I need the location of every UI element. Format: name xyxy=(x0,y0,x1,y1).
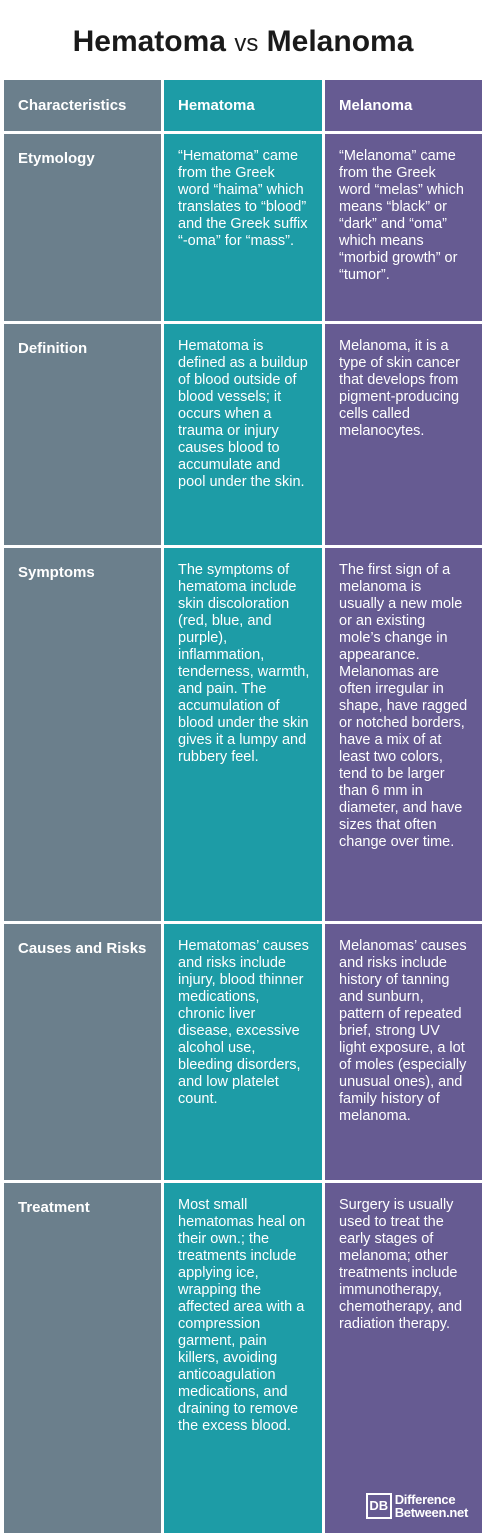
melanoma-definition: Melanoma, it is a type of skin cancer that develops from pigment-producing cells called melanocytes. xyxy=(325,324,482,545)
melanoma-causes-and-risks: Melanomas’ causes and risks include history of tanning and sunburn, pattern of repeated brief, strong UV light exposure, a lot of moles (especially unusual ones), and family history of melanoma. xyxy=(325,924,482,1180)
hematoma-symptoms: The symptoms of hematoma include skin discoloration (red, blue, and purple), inflammation, tenderness, warmth, and pain. The accumulation of blood under the skin gives it a lumpy and rubbery feel. xyxy=(164,548,322,921)
row-label-treatment: Treatment xyxy=(4,1183,161,1533)
row-label-causes-and-risks: Causes and Risks xyxy=(4,924,161,1180)
header-hematoma: Hematoma xyxy=(164,80,322,131)
difference-between-logo xyxy=(366,1493,468,1519)
melanoma-etymology: “Melanoma” came from the Greek word “melas” which means “black” or “dark” and “oma” which means “morbid growth” or “tumor”. xyxy=(325,134,482,321)
title-melanoma: Melanoma xyxy=(266,25,414,58)
row-label-definition: Definition xyxy=(4,324,161,545)
row-label-symptoms: Symptoms xyxy=(4,548,161,921)
logo-line-2: Between.net xyxy=(394,1505,468,1520)
hematoma-treatment: Most small hematomas heal on their own.; the treatments include applying ice, wrapping the affected area with a compression garment, pain killers, avoiding anticoagulation medications, and draining to remove the excess blood. xyxy=(164,1183,322,1533)
header-melanoma: Melanoma xyxy=(325,80,482,131)
melanoma-treatment-text: Surgery is usually used to treat the early stages of melanoma; other treatments include immunotherapy, chemotherapy, and radiation therapy. xyxy=(339,1197,463,1332)
row-label-etymology: Etymology xyxy=(4,134,161,321)
logo-line-1: Difference xyxy=(394,1492,456,1507)
melanoma-symptoms: The first sign of a melanoma is usually a new mole or an existing mole’s change in appearance. Melanomas are often irregular in shape, have ragged or notched borders, have a mix of at least two colors, tend to be larger than 6 mm in diameter, and have sizes that often change over time. xyxy=(325,548,482,921)
comparison-table xyxy=(4,80,482,1528)
title-vs: vs xyxy=(234,30,259,57)
logo-wordmark xyxy=(395,1493,468,1519)
page-title xyxy=(0,24,486,62)
header-characteristics: Characteristics xyxy=(4,80,161,131)
hematoma-definition: Hematoma is defined as a buildup of blood outside of blood vessels; it occurs when a trauma or injury causes blood to accumulate and pool under the skin. xyxy=(164,324,322,545)
title-hematoma: Hematoma xyxy=(72,25,226,58)
hematoma-causes-and-risks: Hematomas’ causes and risks include injury, blood thinner medications, chronic liver disease, excessive alcohol use, bleeding disorders, and low platelet count. xyxy=(164,924,322,1180)
db-logo-icon: DB xyxy=(366,1493,392,1519)
melanoma-treatment xyxy=(325,1183,482,1533)
hematoma-etymology: “Hematoma” came from the Greek word “haima” which translates to “blood” and the Greek suffix “-oma” for “mass”. xyxy=(164,134,322,321)
